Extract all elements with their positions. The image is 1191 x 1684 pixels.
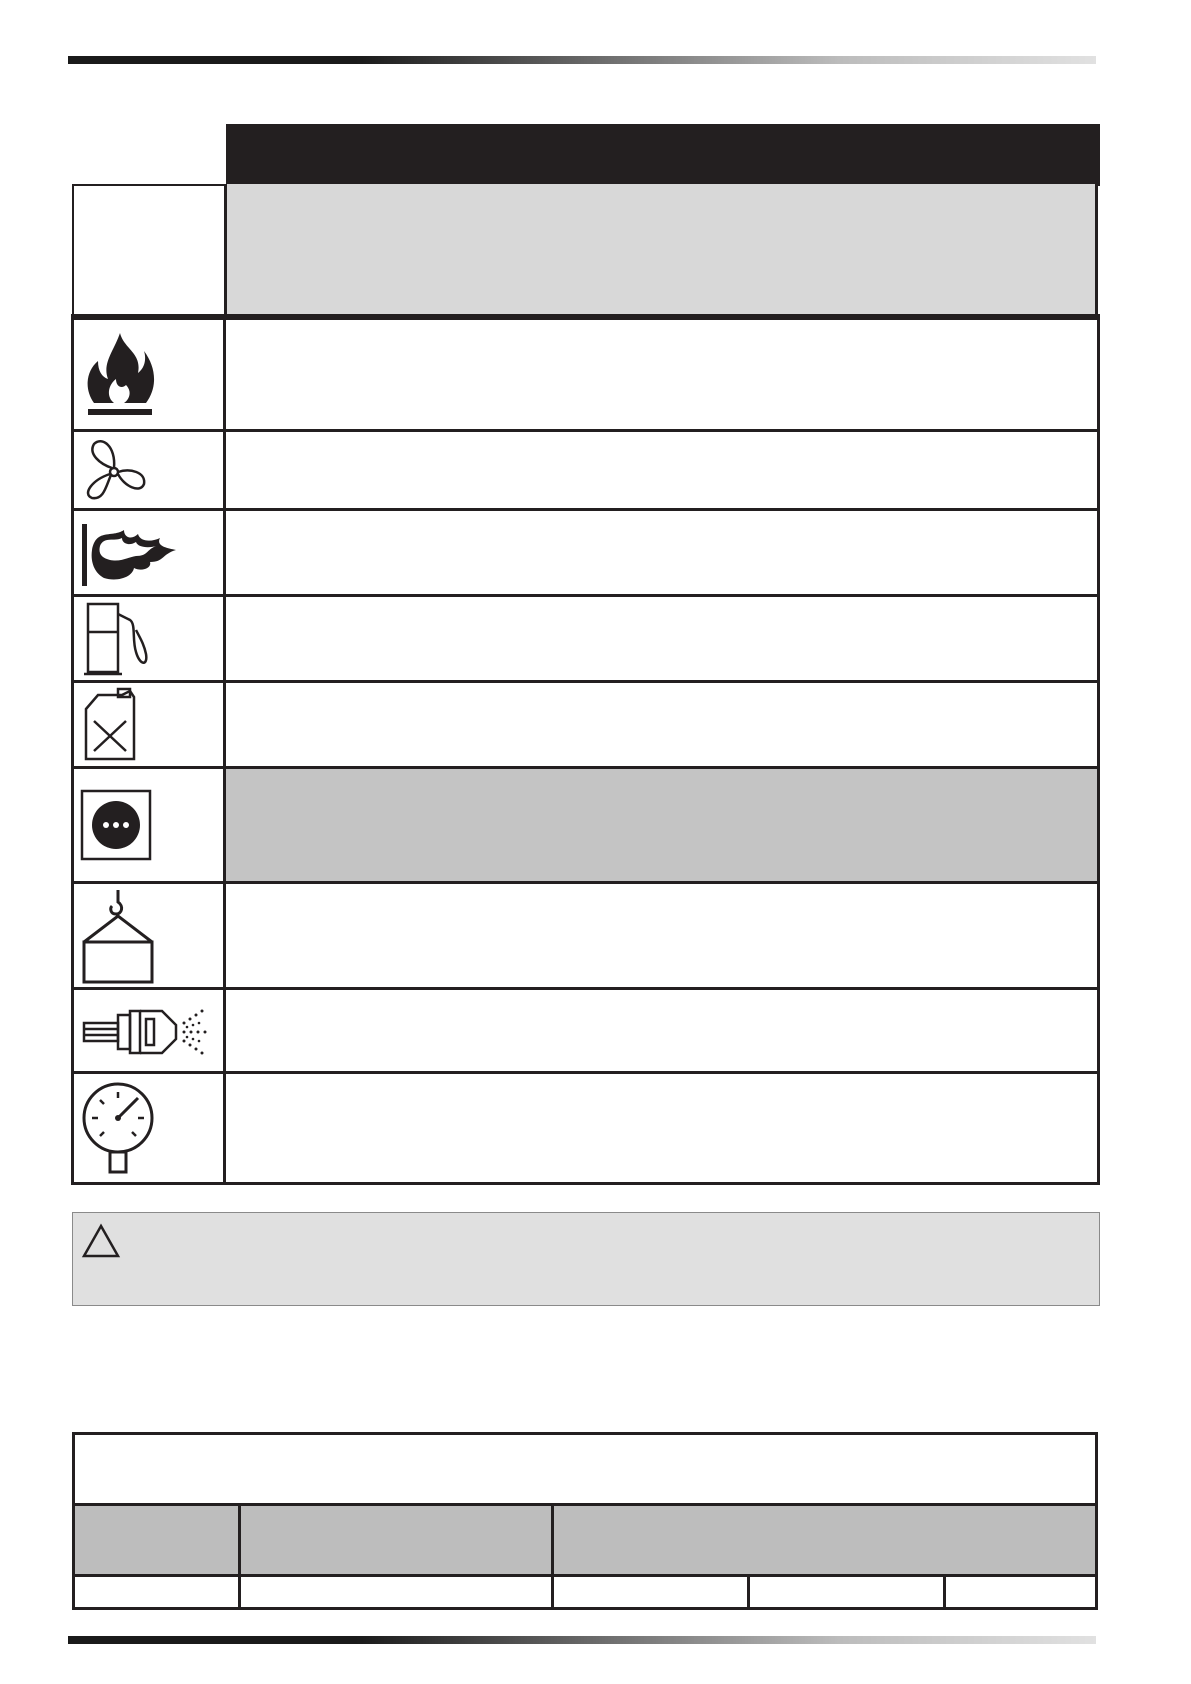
fuel-canister-icon <box>80 687 140 763</box>
symbol-icon-cell <box>74 597 226 680</box>
symbol-row-flammable <box>74 317 1097 429</box>
symbol-icon-cell <box>74 432 226 508</box>
symbol-icon-cell <box>74 1074 226 1182</box>
symbol-description <box>226 1074 1097 1182</box>
symbol-description <box>226 769 1097 881</box>
symbol-description <box>226 597 1097 680</box>
symbol-row-fuel-canister <box>74 680 1097 766</box>
data-table-cell <box>750 1577 946 1610</box>
symbol-icon-cell <box>74 511 226 594</box>
symbol-description <box>226 884 1097 987</box>
top-rule <box>68 56 1096 64</box>
electrical-socket-icon <box>80 789 152 861</box>
symbol-description <box>226 432 1097 508</box>
symbol-row-burner <box>74 508 1097 594</box>
symbols-table-header <box>226 124 1100 186</box>
spray-nozzle-icon <box>80 1003 210 1059</box>
data-table-cell <box>946 1577 1095 1610</box>
data-table-header-cell <box>75 1506 241 1574</box>
data-table-cell <box>241 1577 554 1610</box>
warning-triangle-icon <box>81 1223 121 1259</box>
symbol-icon-cell <box>74 320 226 429</box>
bottom-rule <box>68 1636 1096 1644</box>
pressure-gauge-icon <box>80 1080 156 1176</box>
data-table-row <box>75 1577 1095 1610</box>
data-table-title-row <box>75 1435 1095 1506</box>
data-table-cell <box>554 1577 750 1610</box>
fan-icon <box>80 434 152 506</box>
data-table-cell <box>75 1577 241 1610</box>
symbol-description <box>226 511 1097 594</box>
data-table-header-cell <box>554 1506 1095 1574</box>
flammable-fire-icon <box>80 327 160 423</box>
symbol-icon-cell <box>74 769 226 881</box>
symbol-description <box>226 320 1097 429</box>
symbols-table <box>71 314 1100 1185</box>
symbol-icon-cell <box>74 990 226 1071</box>
burner-flame-icon <box>80 516 180 590</box>
fuel-pump-icon <box>80 600 152 678</box>
symbol-row-electrical <box>74 766 1097 881</box>
data-table-header-cell <box>241 1506 554 1574</box>
symbols-intro-icon-cell <box>72 184 224 314</box>
symbol-icon-cell <box>74 683 226 766</box>
symbols-intro-text-cell <box>224 184 1098 314</box>
symbol-row-fuel-pump <box>74 594 1097 680</box>
symbol-icon-cell <box>74 884 226 987</box>
symbol-row-gauge <box>74 1071 1097 1182</box>
symbol-row-nozzle <box>74 987 1097 1071</box>
warning-box <box>72 1212 1100 1306</box>
symbol-description <box>226 990 1097 1071</box>
data-table <box>72 1432 1098 1610</box>
symbol-row-fan <box>74 429 1097 508</box>
crane-lift-icon <box>80 888 156 984</box>
symbol-description <box>226 683 1097 766</box>
data-table-header-row <box>75 1506 1095 1577</box>
symbol-row-lifting <box>74 881 1097 987</box>
